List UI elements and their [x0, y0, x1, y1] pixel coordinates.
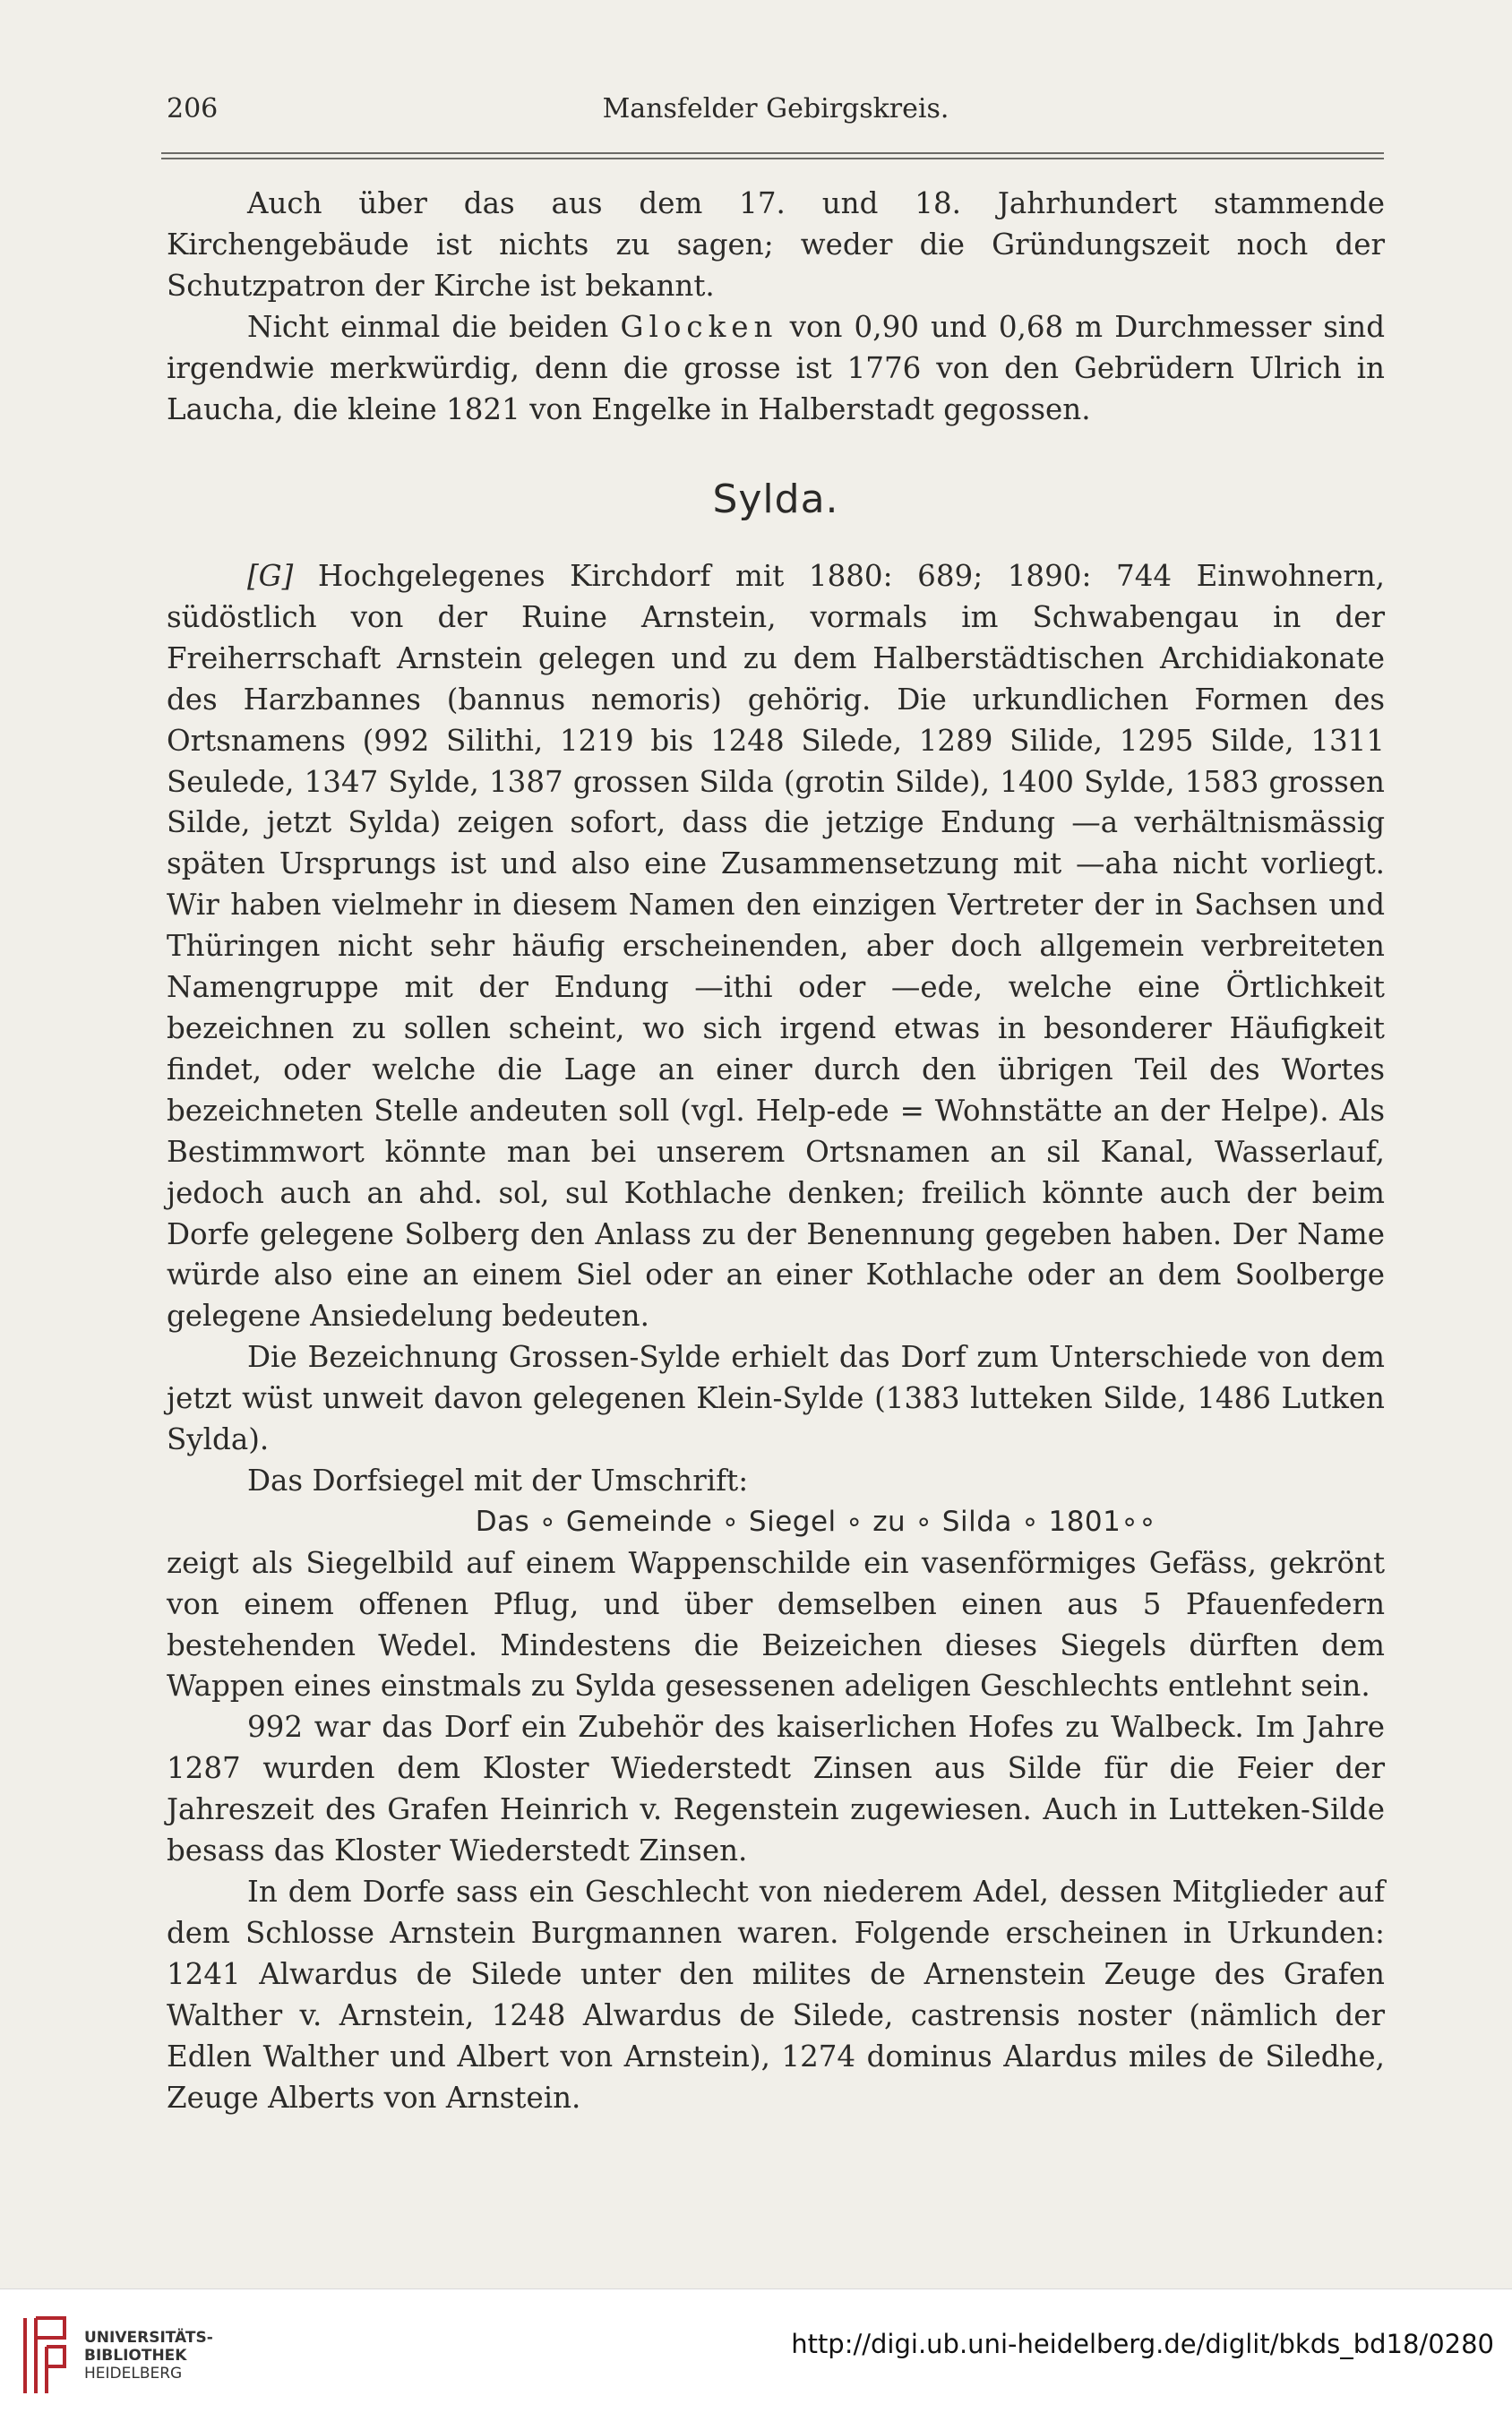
section-heading: Sylda.: [712, 477, 839, 522]
paragraph: Auch über das aus dem 17. und 18. Jahrhundert stammende Kirchengebäude ist nichts zu sagen; weder die Gründungszeit noch der Schutzpatron der Kirche ist bekannt.: [167, 186, 1385, 303]
emphasis: Glocken: [620, 309, 778, 344]
library-logo-icon: [18, 2311, 72, 2400]
header-rule: [161, 158, 1384, 159]
running-header: [167, 93, 1385, 138]
intro-text: [167, 184, 1385, 430]
library-name: UNIVERSITÄTS- BIBLIOTHEK HEIDELBERG: [84, 2329, 213, 2383]
seal-inscription: Das ∘ Gemeinde ∘ Siegel ∘ zu ∘ Silda ∘ 1801∘∘: [475, 1505, 1157, 1538]
header-rule: [161, 152, 1384, 154]
digitization-footer: [0, 2288, 1512, 2413]
paragraph: In dem Dorfe sass ein Geschlecht von niederem Adel, dessen Mitglieder auf dem Schlosse Arnstein Burgmannen waren. Folgende erscheinen in Urkunden: 1241 Alwardus de Silede unter den milites de Arnenstein Zeuge des Grafen Walther v. Arnstein, 1248 Alwardus de Silede, castrensis noster (nämlich der Edlen Walther und Albert von Arnstein), 1274 dominus Alardus miles de Siledhe, Zeuge Alberts von Arnstein.: [167, 1875, 1385, 2115]
paragraph: zeigt als Siegelbild auf einem Wappenschilde ein vasenförmiges Gefäss, gekrönt von einem offenen Pflug, und über demselben einen aus 5 Pfauenfedern bestehenden Wedel. Mindestens die Beizeichen dieses Siegels dürften dem Wappen eines einstmals zu Sylda gesessenen adeligen Geschlechts entlehnt sein.: [167, 1545, 1385, 1704]
section-text: [167, 556, 1385, 2118]
permalink-url[interactable]: http://digi.ub.uni-heidelberg.de/diglit/bkds_bd18/0280: [791, 2329, 1494, 2359]
paragraph: Nicht einmal die beiden Glocken von 0,90 und 0,68 m Durchmesser sind irgendwie merkwürdig, denn die grosse ist 1776 von den Gebrüdern Ulrich in Laucha, die kleine 1821 von Engelke in Halberstadt gegossen.: [167, 309, 1385, 426]
paragraph: Das Dorfsiegel mit der Umschrift:: [247, 1463, 749, 1498]
running-title: Mansfelder Gebirgskreis.: [602, 93, 949, 125]
page-number: 206: [167, 93, 219, 125]
paragraph: [G] Hochgelegenes Kirchdorf mit 1880: 689; 1890: 744 Einwohnern, südöstlich von der Ruine Arnstein, vormals im Schwabengau in der Freiherrschaft Arnstein gelegen und zu dem Halberstädtischen Archidiakonate des Harzbannes (bannus nemoris) gehörig. Die urkundlichen Formen des Ortsnamens (992 Silithi, 1219 bis 1248 Silede, 1289 Silide, 1295 Silde, 1311 Seulede, 1347 Sylde, 1387 grossen Silda (grotin Silde), 1400 Sylde, 1583 grossen Silde, jetzt Sylda) zeigen sofort, dass die jetzige Endung —a verhältnismässig späten Ursprungs ist und also eine Zusammensetzung mit —aha nicht vorliegt. Wir haben vielmehr in diesem Namen den einzigen Vertreter der in Sachsen und Thüringen nicht sehr häufig erscheinenden, aber doch allgemein verbreiteten Namengruppe mit der Endung —ithi oder —ede, welche eine Örtlichkeit bezeichnen zu sollen scheint, wo sich irgend etwas in besonderer Häufigkeit findet, oder welche die Lage an einer durch den übrigen Teil des Wortes bezeichneten Stelle andeuten soll (vgl. Help-ede = Wohnstätte an der Helpe). Als Bestimmwort könnte man bei unserem Ortsnamen an sil Kanal, Wasserlauf, jedoch auch an ahd. sol, sul Kothlache denken; freilich könnte auch der beim Dorfe gelegene Solberg den Anlass zu der Benennung gegeben haben. Der Name würde also eine an einem Siel oder an einer Kothlache oder an dem Soolberge gelegene Ansiedelung bedeuten.: [167, 559, 1385, 1334]
paragraph: 992 war das Dorf ein Zubehör des kaiserlichen Hofes zu Walbeck. Im Jahre 1287 wurden dem Kloster Wiederstedt Zinsen aus Silde für die Feier der Jahreszeit des Grafen Heinrich v. Regenstein zugewiesen. Auch in Lutteken-Silde besass das Kloster Wiederstedt Zinsen.: [167, 1710, 1385, 1868]
source-marker: [G]: [247, 559, 294, 593]
paragraph: Die Bezeichnung Grossen-Sylde erhielt das Dorf zum Unterschiede von dem jetzt wüst unweit davon gelegenen Klein-Sylde (1383 lutteken Silde, 1486 Lutken Sylda).: [167, 1340, 1385, 1457]
